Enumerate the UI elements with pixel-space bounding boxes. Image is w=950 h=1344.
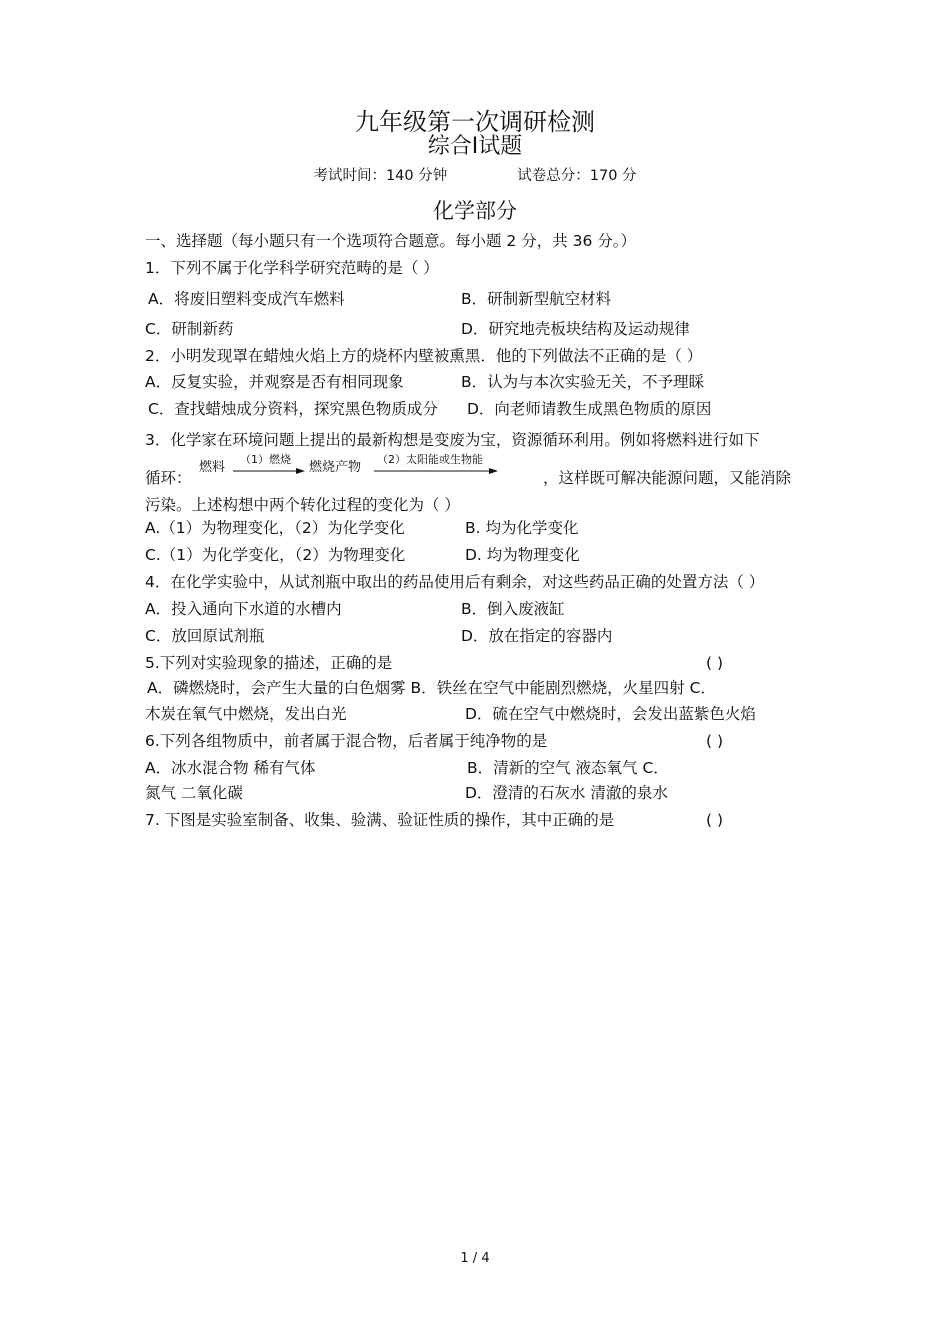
- q6-stem: 6.下列各组物质中，前者属于混合物，后者属于纯净物的是: [145, 732, 548, 750]
- q4-option-d: D．放在指定的容器内: [461, 627, 613, 645]
- q6-option-b: B．清新的空气 液态氧气 C．: [467, 759, 669, 777]
- q5-options-ab: A．磷燃烧时，会产生大量的白色烟雾 B．铁丝在空气中能剧烈燃烧，火星四射 C．: [147, 679, 716, 697]
- q5-stem: 5.下列对实验现象的描述，正确的是: [145, 654, 393, 672]
- q1-option-a: A．将废旧塑料变成汽车燃料: [148, 290, 345, 308]
- q1-option-d: D．研究地壳板块结构及运动规律: [461, 320, 690, 338]
- q2-option-b: B．认为与本次实验无关，不予理睬: [461, 373, 705, 391]
- q7-answer-paren: ( ): [706, 811, 724, 829]
- q2-option-a: A．反复实验，并观察是否有相同现象: [145, 373, 404, 391]
- exam-meta: [0, 166, 950, 186]
- q6-answer-paren: ( ): [706, 732, 724, 750]
- q3-cycle-label: 循环：: [145, 469, 192, 487]
- section-title: 化学部分: [433, 199, 517, 223]
- q3-product-label: 燃烧产物: [309, 460, 362, 475]
- total-score: 试卷总分：170 分: [517, 168, 637, 184]
- q3-option-b: B. 均为化学变化: [465, 519, 579, 537]
- q3-option-a: A.（1）为物理变化，（2）为化学变化: [145, 519, 405, 537]
- arrow-right-icon: [233, 466, 305, 476]
- q4-option-b: B．倒入废液缸: [461, 600, 565, 618]
- q2-option-c: C．查找蜡烛成分资料，探究黑色物质成分: [148, 400, 438, 418]
- exam-time: 考试时间：140 分钟: [313, 168, 448, 184]
- q7-stem: 7. 下图是实验室制备、收集、验满、验证性质的操作，其中正确的是: [145, 811, 615, 829]
- q3-step2-label: （2）太阳能或生物能: [377, 453, 483, 466]
- q3-option-c: C.（1）为化学变化，（2）为物理变化: [145, 546, 406, 564]
- q3-stem-line1: 3．化学家在环境问题上提出的最新构想是变废为宝，资源循环利用。例如将燃料进行如下: [145, 431, 760, 449]
- q3-step1-label: （1）燃烧: [240, 453, 291, 466]
- q5-answer-paren: ( ): [706, 654, 724, 672]
- q3-option-d: D. 均为物理变化: [465, 546, 580, 564]
- q3-stem-tail: ，这样既可解决能源问题，又能消除: [543, 469, 792, 487]
- arrow-right-icon: [374, 466, 498, 476]
- q3-fuel-label: 燃料: [199, 460, 226, 475]
- q1-option-c: C．研制新药: [145, 320, 234, 338]
- q4-stem: 4．在化学实验中，从试剂瓶中取出的药品使用后有剩余，对这些药品正确的处置方法（ ）: [145, 573, 765, 591]
- q6-option-c: 氮气 二氧化碳: [145, 784, 243, 802]
- q6-option-d: D．澄清的石灰水 清澈的泉水: [465, 784, 668, 802]
- q1-option-b: B．研制新型航空材料: [461, 290, 612, 308]
- part1-heading: 一、选择题（每小题只有一个选项符合题意。每小题 2 分，共 36 分。）: [145, 232, 637, 250]
- page-number: 1 / 4: [460, 1251, 490, 1266]
- q6-option-a: A．冰水混合物 稀有气体: [145, 759, 316, 777]
- exam-subtitle: 综合Ⅰ试题: [427, 134, 523, 159]
- q1-stem: 1．下列不属于化学科学研究范畴的是（ ）: [145, 259, 439, 277]
- q2-option-d: D．向老师请教生成黑色物质的原因: [467, 400, 712, 418]
- q3-stem-line3: 污染。上述构想中两个转化过程的变化为（ ）: [145, 496, 460, 514]
- exam-title: 九年级第一次调研检测: [355, 108, 595, 136]
- q4-option-c: C．放回原试剂瓶: [145, 627, 265, 645]
- q5-option-d: D．硫在空气中燃烧时，会发出蓝紫色火焰: [465, 705, 756, 723]
- q4-option-a: A．投入通向下水道的水槽内: [145, 600, 342, 618]
- q2-stem: 2．小明发现罩在蜡烛火焰上方的烧杯内壁被熏黑．他的下列做法不正确的是（ ）: [145, 347, 703, 365]
- q5-option-c: 木炭在氧气中燃烧，发出白光: [145, 705, 347, 723]
